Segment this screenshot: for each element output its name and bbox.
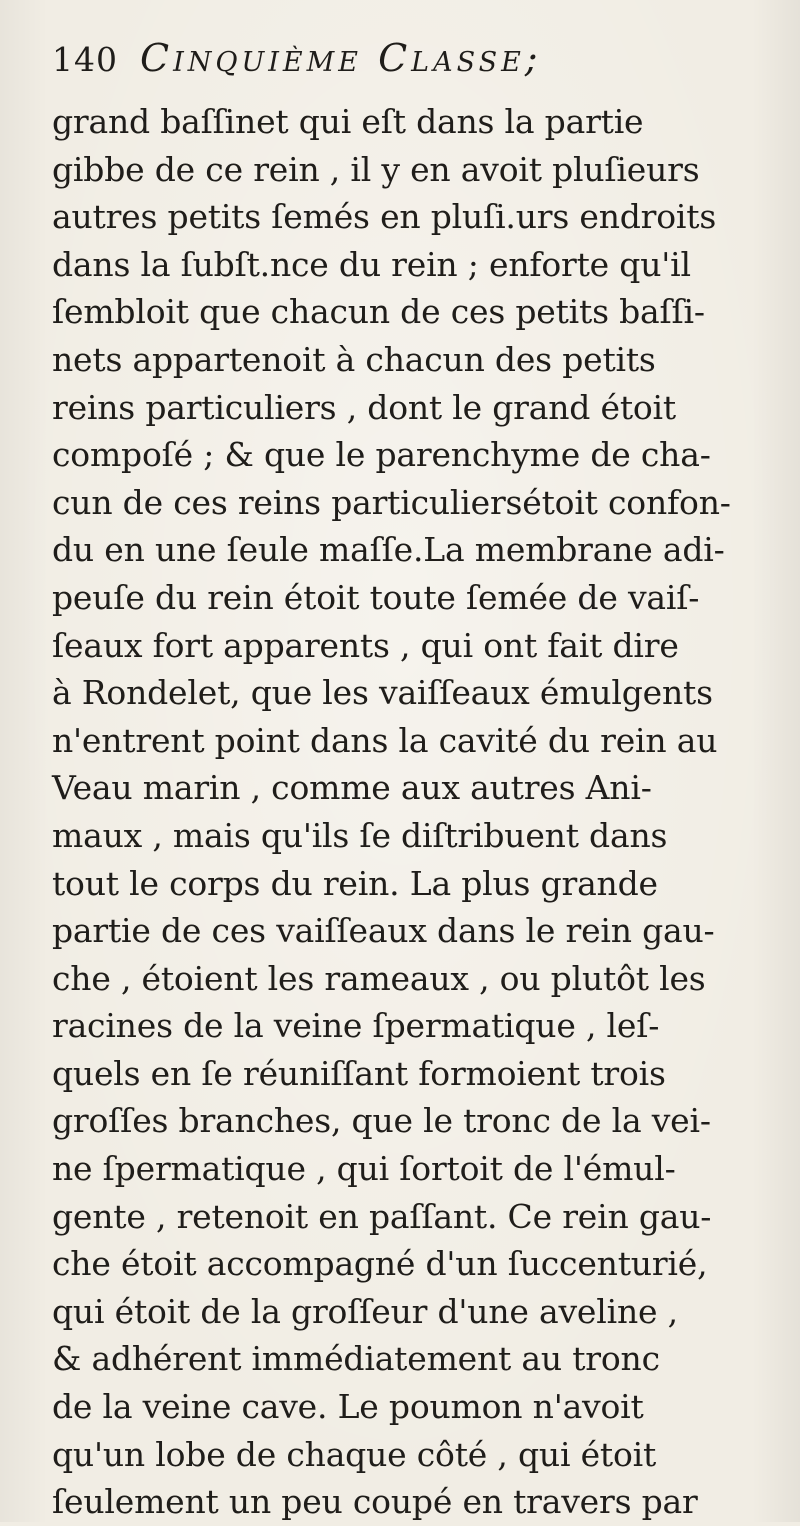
text-line: de la veine cave. Le poumon n'avoit — [52, 1387, 644, 1427]
text-line: cun de ces reins particuliersétoit confon- — [52, 482, 731, 522]
text-line: & adhérent immédiatement au tronc — [52, 1339, 660, 1379]
text-line: qui étoit de la groſſeur d'une aveline , — [52, 1291, 678, 1331]
page-number: 140 — [52, 40, 118, 79]
text-line: reins particuliers , dont le grand étoit — [52, 387, 676, 427]
text-line: nets appartenoit à chacun des petits — [52, 339, 656, 379]
text-line: peuſe du rein étoit toute ſemée de vaiſ- — [52, 577, 700, 617]
running-title: Cinquième Classe; — [140, 36, 542, 80]
text-line: du en une ſeule maſſe.La membrane adi- — [52, 530, 725, 570]
text-line: qu'un lobe de chaque côté , qui étoit — [52, 1434, 657, 1474]
text-line: maux , mais qu'ils ſe diſtribuent dans — [52, 815, 668, 855]
text-line: autres petits ſemés en pluſi.urs endroits — [52, 197, 717, 237]
text-line: racines de la veine ſpermatique , leſ- — [52, 1006, 660, 1046]
text-line: che étoit accompagné d'un ſuccenturié, — [52, 1244, 708, 1284]
text-line: gibbe de ce rein , il y en avoit pluſieurs — [52, 149, 700, 189]
text-line: ſembloit que chacun de ces petits baſſi- — [52, 292, 705, 332]
body-text — [52, 98, 760, 1526]
text-line: grand baſſinet qui eſt dans la partie — [52, 102, 644, 141]
text-line: ne ſpermatique , qui ſortoit de l'émul- — [52, 1149, 676, 1189]
text-line: dans la ſubſt.nce du rein ; enforte qu'il — [52, 244, 691, 284]
text-line: Veau marin , comme aux autres Ani- — [52, 768, 652, 808]
text-line: che , étoient les rameaux , ou plutôt les — [52, 958, 706, 998]
text-line: groſſes branches, que le tronc de la vei- — [52, 1101, 711, 1141]
running-head — [52, 36, 760, 92]
text-line: à Rondelet, que les vaiſſeaux émulgents — [52, 673, 713, 713]
text-line: quels en ſe réuniſſant formoient trois — [52, 1053, 666, 1093]
text-line: tout le corps du rein. La plus grande — [52, 863, 658, 903]
text-line: compoſé ; & que le parenchyme de cha- — [52, 435, 711, 475]
text-line: partie de ces vaiſſeaux dans le rein gau- — [52, 911, 715, 951]
text-line: n'entrent point dans la cavité du rein au — [52, 720, 718, 760]
text-line: gente , retenoit en paſſant. Ce rein gau- — [52, 1196, 712, 1236]
text-line: ſeulement un peu coupé en travers par — [52, 1482, 698, 1522]
text-line: ſeaux fort apparents , qui ont fait dire — [52, 625, 679, 665]
